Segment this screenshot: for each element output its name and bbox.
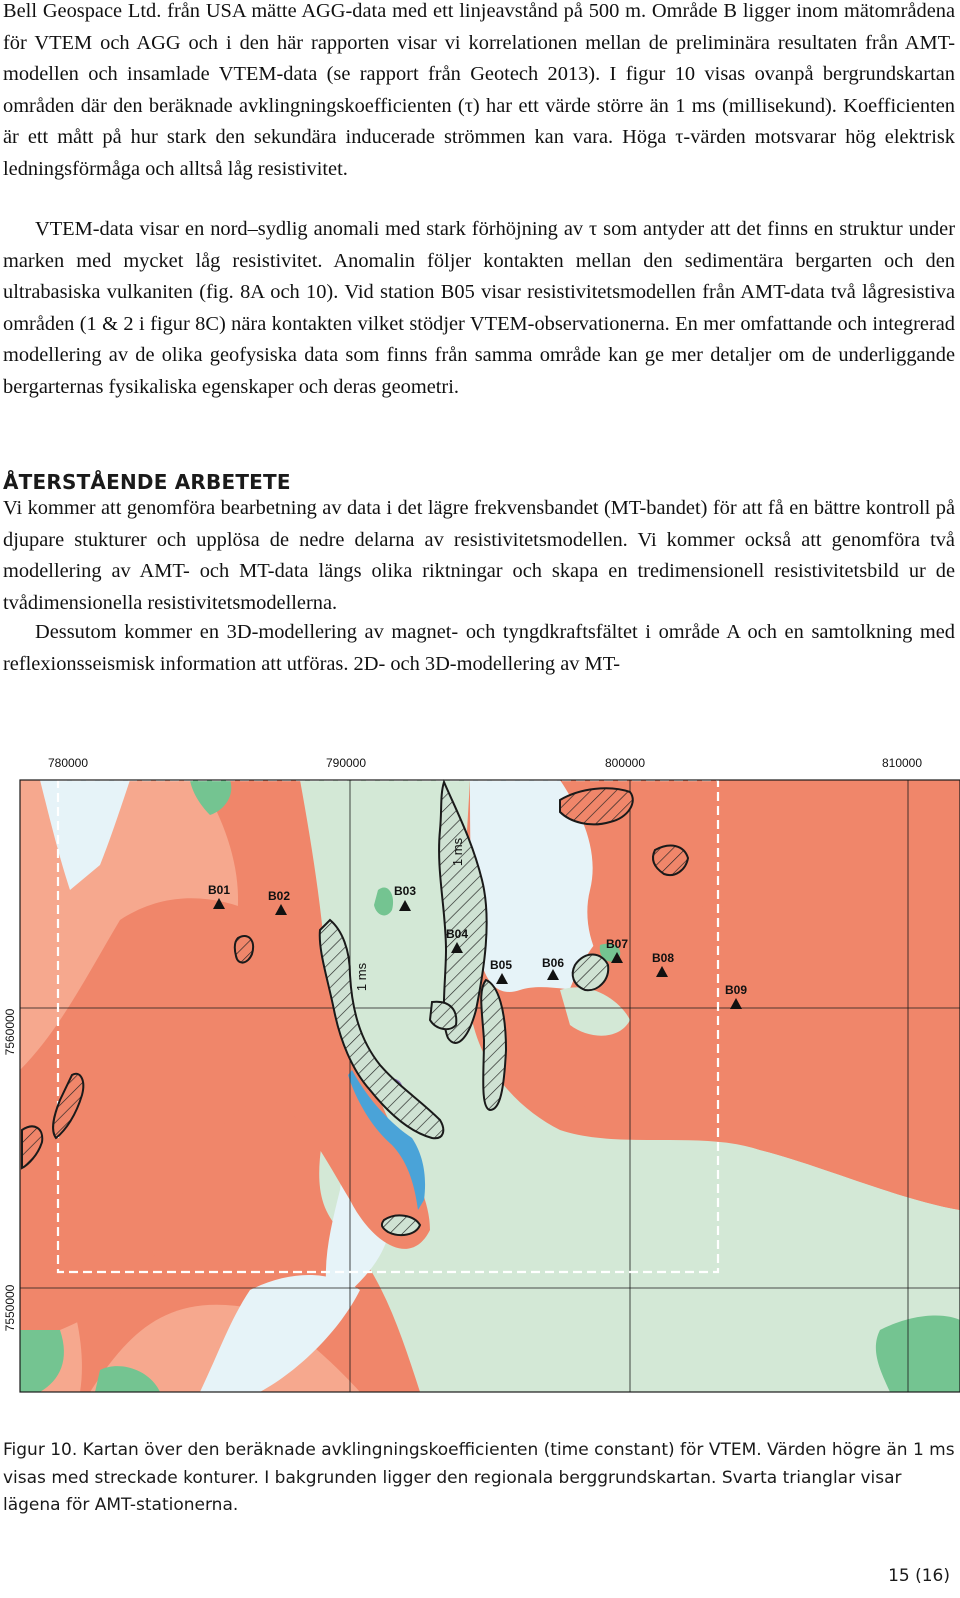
y-tick-7560000: 7560000 <box>3 1008 17 1056</box>
station-label-b01: B01 <box>208 883 231 897</box>
geology-map-figure <box>0 756 960 1420</box>
page-number: 15 (16) <box>888 1566 950 1586</box>
contour-label-1ms: 1 ms <box>354 962 369 992</box>
station-label-b02: B02 <box>268 889 291 903</box>
station-label-b04: B04 <box>446 927 469 941</box>
station-label-b05: B05 <box>490 958 513 972</box>
station-label-b06: B06 <box>542 956 565 970</box>
map-svg <box>0 756 960 1420</box>
x-tick-780000: 780000 <box>47 756 89 770</box>
y-tick-7550000: 7550000 <box>3 1284 17 1332</box>
x-tick-810000: 810000 <box>881 756 923 770</box>
paragraph-remaining-work: Vi kommer att genomföra bearbetning av data i det lägre frekvensbandet (MT-bandet) för att få en bättre kontroll på djupare stukturer och upplösa de nedre delarna av resistivitetsmodellen. Vi kommer också att genomföra två modellering av AMT- och MT-data längs olika riktningar och skapa en tredimensionell resistivitetsbild ur de tvådimensionella resistivitetsmodellerna. <box>3 497 955 614</box>
station-label-b03: B03 <box>394 884 417 898</box>
figure-caption: Figur 10. Kartan över den beräknade avklingningskoefficienten (time constant) för VTEM. Värden högre än 1 ms visas med streckade konturer. I bakgrunden ligger den regionala berggrundskartan. Svarta trianglar visar lägena för AMT-stationerna. <box>3 1440 955 1515</box>
station-label-b07: B07 <box>606 937 629 951</box>
x-tick-790000: 790000 <box>325 756 367 770</box>
paragraph-vtem-agg: Bell Geospace Ltd. från USA mätte AGG-data med ett linjeavstånd på 500 m. Område B ligger inom mätområdena för VTEM och AGG och i den här rapporten visar vi korrelationen mellan de preliminära resultaten från AMT-modellen och insamlade VTEM-data (se rapport från Geotech 2013). I figur 10 visas ovanpå bergrundskartan områden där den beräknade avklingningskoefficienten (τ) har ett värde större än 1 ms (millisekund). Koefficienten är ett mått på hur stark den sekundära inducerade strömmen kan vara. Höga τ-värden motsvarar hög elektrisk ledningsförmåga och alltså låg resistivitet. <box>3 0 955 180</box>
x-tick-800000: 800000 <box>604 756 646 770</box>
station-label-b09: B09 <box>725 983 748 997</box>
paragraph-3d-modelling: Dessutom kommer en 3D-modellering av magnet- och tyngdkraftsfältet i område A och en samtolkning med reflexionsseismisk information att utföras. 2D- och 3D-modellering av MT- <box>3 621 955 675</box>
station-label-b08: B08 <box>652 951 675 965</box>
contour-label-1ms: 1 ms <box>450 837 465 867</box>
paragraph-anomaly: VTEM-data visar en nord–sydlig anomali med stark förhöjning av τ som antyder att det finns en struktur under marken med mycket låg resistivitet. Anomalin följer kontakten mellan den sedimentära bergarten och den ultrabasiska vulkaniten (fig. 8A och 10). Vid station B05 visar resistivitetsmodellen från AMT-data två lågresistiva områden (1 & 2 i figur 8C) nära kontakten vilket stödjer VTEM-observationerna. En mer omfattande och integrerad modellering av de olika geofysiska data som finns från samma område kan ge mer detaljer om de underliggande bergarternas fysikaliska egenskaper och deras geometri. <box>3 218 955 398</box>
section-heading: ÅTERSTÅENDE ARBETETE <box>3 470 291 494</box>
